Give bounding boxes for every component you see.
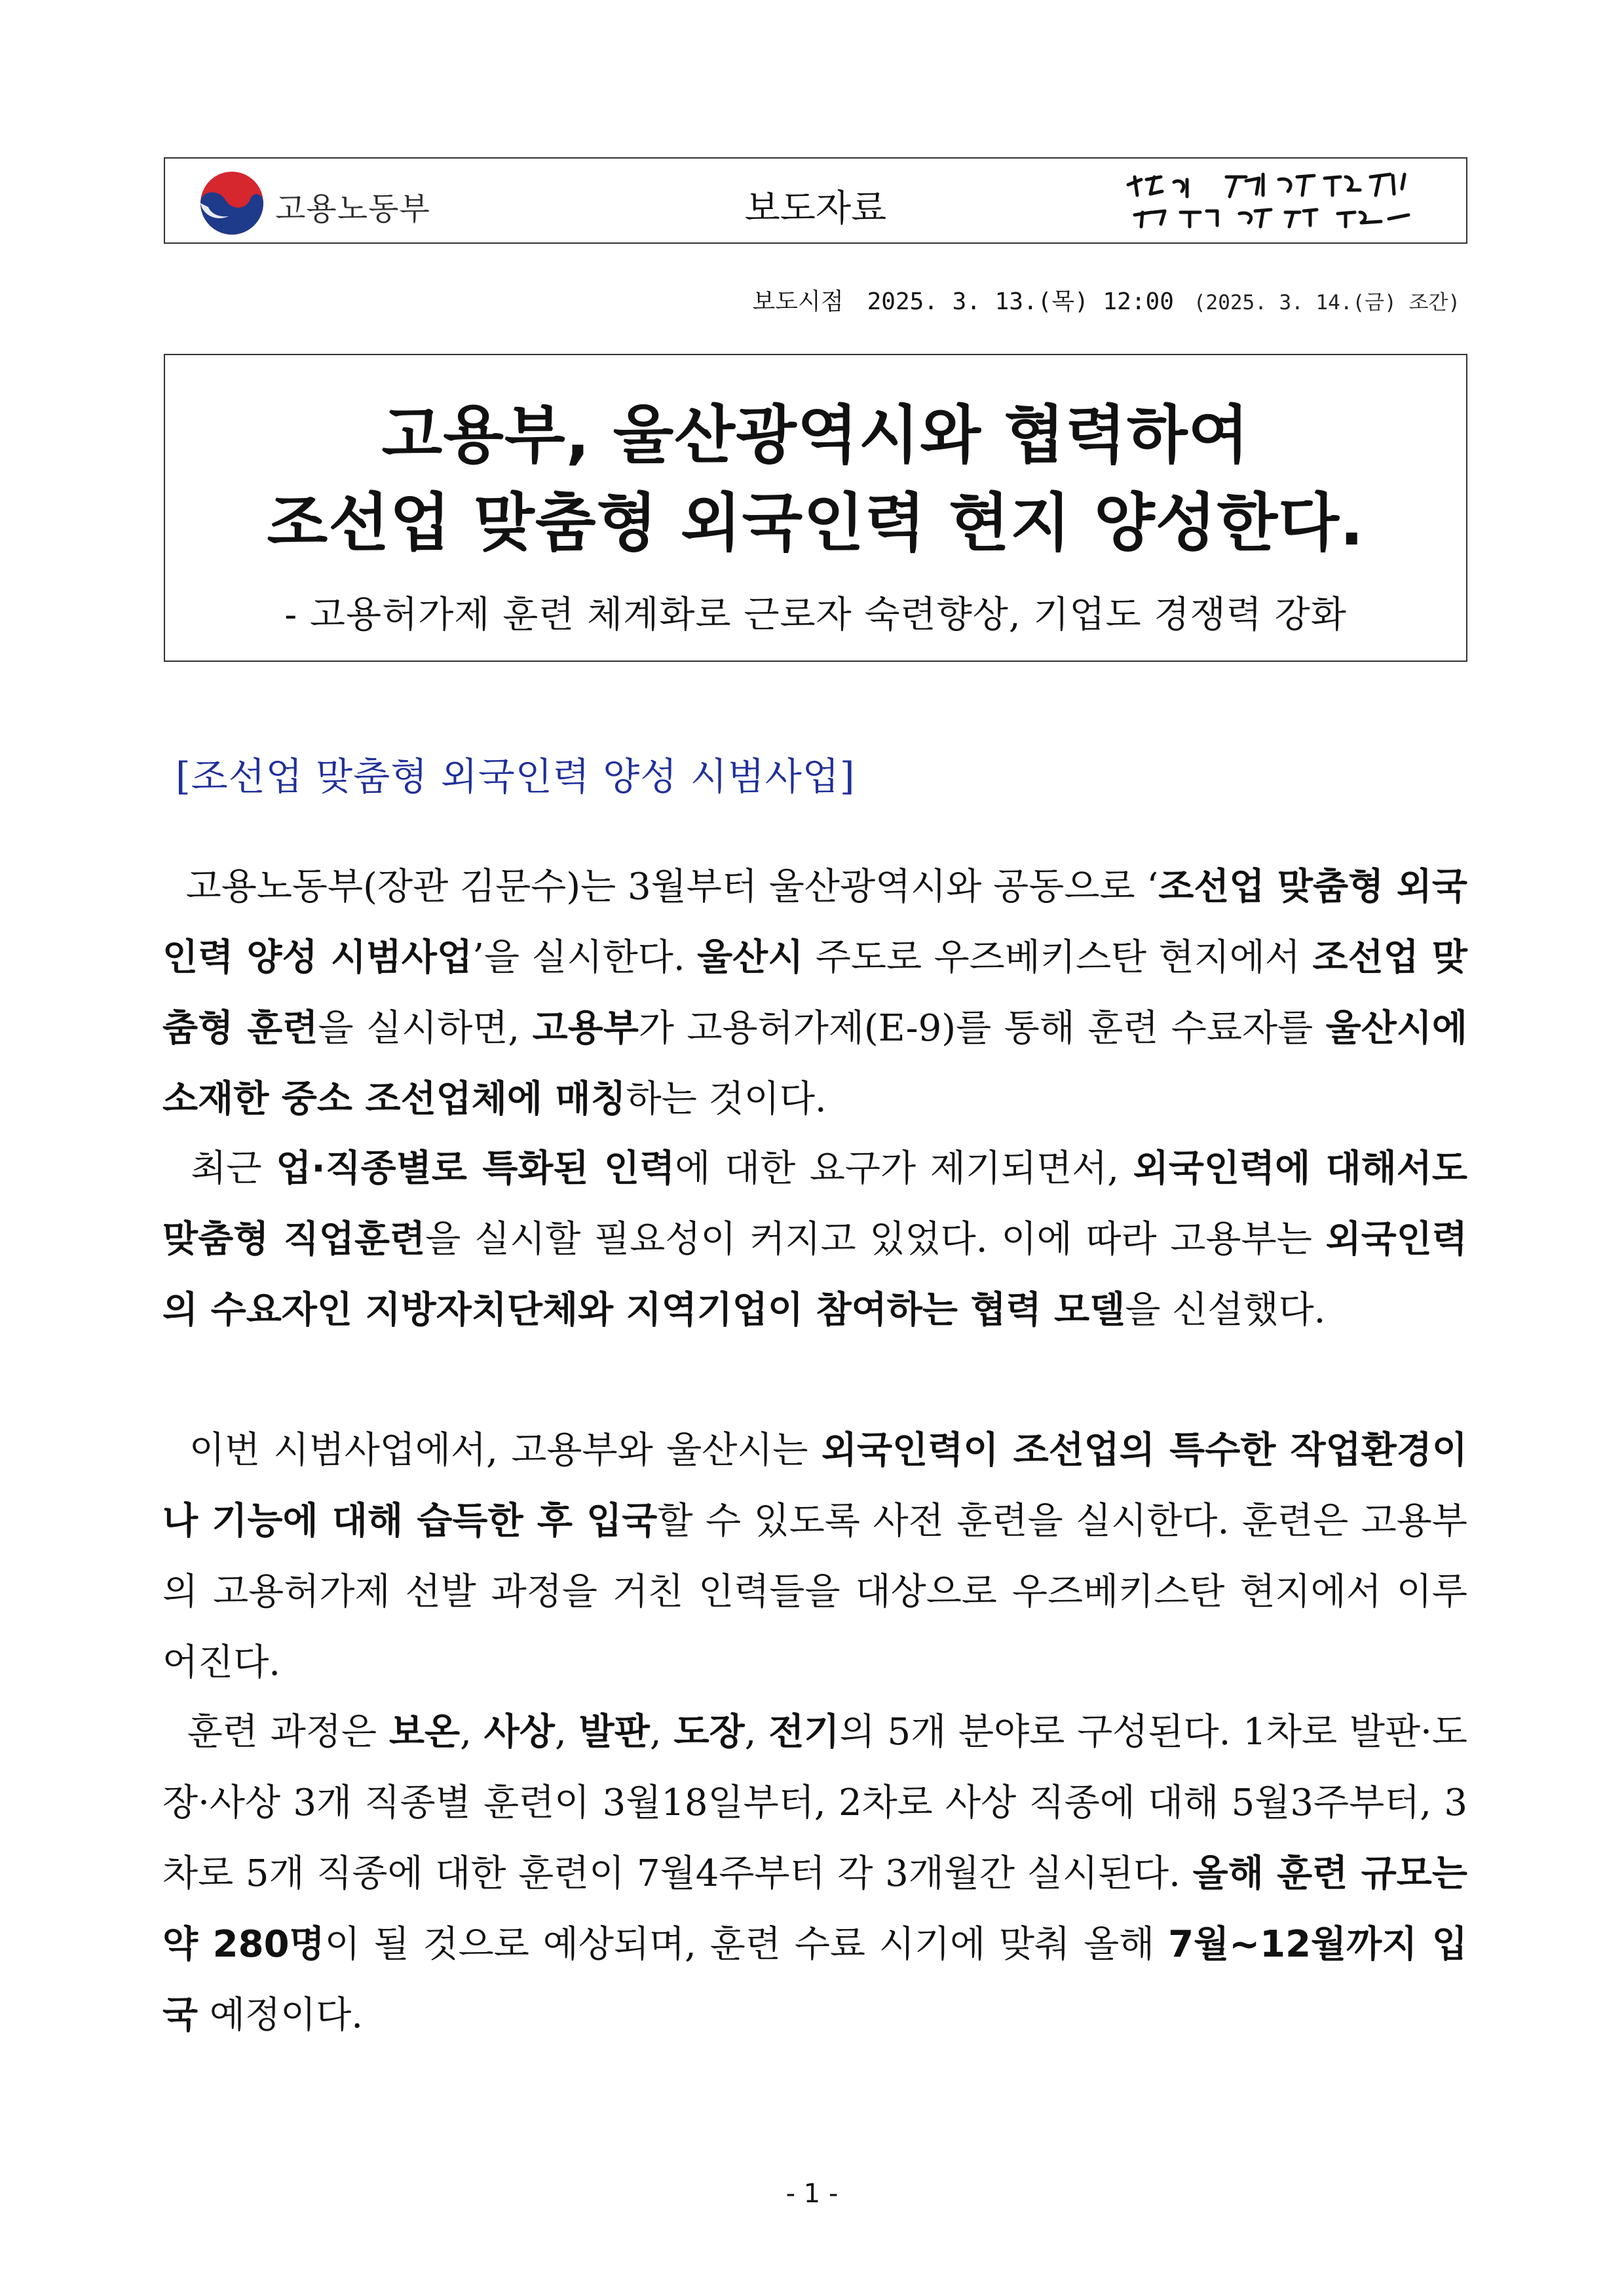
emphasis: 7월~12월까지 입국 [162,1923,1467,2037]
release-label: 보도시점 [752,288,844,315]
paragraph-2 [162,1134,1467,1346]
org-name: 고용노동부 [275,191,430,227]
emphasis: 보온 [388,1711,461,1753]
text: 이 될 것으로 예상되며, 훈련 수료 시기에 맞춰 올해 [324,1923,1169,1966]
emphasis: 외국인력에 대해서도 맞춤형 직업훈련 [162,1147,1467,1261]
emphasis: 울산시에 소재한 중소 조선업체에 매칭 [162,1007,1467,1120]
emphasis: 조선업 맞춤형 외국인력 양성 시범사업 [162,866,1467,979]
text: 의 5개 분야로 구성된다. 1차로 발판·도장·사상 3개 직종별 훈련이 3월18일부터, 2차로 사상 직종에 대해 5월3주부터, 3차로 5개 직종에 대한 훈련이 7월4주부터 각 3개월간 실시된다. [162,1711,1467,1895]
slogan-signature-icon [1108,165,1449,239]
embargo-note: (2025. 3. 14.(금) 조간) [1193,291,1460,315]
emphasis: 고용부 [532,1007,639,1050]
text: 을 실시할 필요성이 커지고 있었다. 이에 따라 고용부는 [425,1218,1326,1261]
text: 할 수 있도록 사전 훈련을 실시한다. 훈련은 고용부의 고용허가제 선발 과정을 거친 인력들을 대상으로 우즈베키스탄 현지에서 이루어진다. [162,1500,1468,1684]
main-title-line-1: 고용부, 울산광역시와 협력하여 [381,398,1250,472]
emphasis: 올해 훈련 규모는 약 280명 [162,1852,1468,1966]
text: 을 실시하면, [318,1007,533,1050]
emphasis: 울산시 [697,936,804,979]
doc-type-label: 보도자료 [744,187,887,230]
text: ’을 실시한다. [472,936,698,979]
page-number: - 1 - [785,2179,839,2209]
text: 을 신설했다. [1125,1289,1326,1331]
emphasis: 도장 [673,1711,745,1753]
emphasis: 업·직종별로 특화된 인력 [276,1147,675,1190]
release-info [753,283,1461,316]
emphasis: 외국인력이 조선업의 특수한 작업환경이나 기능에 대해 습득한 후 입국 [162,1429,1467,1542]
paragraph-1 [162,852,1467,1135]
emphasis: 전기 [768,1711,840,1753]
paragraph-3 [162,1415,1467,1698]
text: 하는 것이다. [626,1078,827,1120]
text: , [649,1711,674,1753]
text: , [744,1711,769,1753]
release-datetime: 2025. 3. 13.(목) 12:00 [867,288,1174,315]
emphasis: 발판 [578,1711,650,1753]
text: 훈련 과정은 [162,1711,389,1753]
title-box [164,354,1467,662]
text: 에 대한 요구가 제기되면서, [675,1147,1133,1190]
emphasis: 사상 [483,1711,555,1753]
main-title-line-2: 조선업 맞춤형 외국인력 현지 양성한다. [267,486,1365,560]
emphasis: 조선업 맞춤형 훈련 [162,936,1467,1050]
paragraph-4 [162,1697,1467,2051]
text: 최근 [162,1147,276,1190]
subtitle: - 고용허가제 훈련 체계화로 근로자 숙련향상, 기업도 경쟁력 강화 [284,594,1347,636]
text: 가 고용허가제(E-9)를 통해 훈련 수료자를 [638,1007,1326,1050]
emphasis: 외국인력의 수요자인 지방자치단체와 지역기업이 참여하는 협력 모델 [162,1218,1467,1331]
text: 이번 시범사업에서, 고용부와 울산시는 [162,1429,821,1472]
text: , [460,1711,484,1753]
press-header [164,157,1467,244]
text: 예정이다. [198,1994,364,2037]
section-heading: [조선업 맞춤형 외국인력 양성 시범사업] [176,754,856,799]
text: 주도로 우즈베키스탄 현지에서 [803,936,1313,979]
text: 고용노동부(장관 김문수)는 3월부터 울산광역시와 공동으로 ‘ [162,866,1159,908]
text: , [554,1711,579,1753]
